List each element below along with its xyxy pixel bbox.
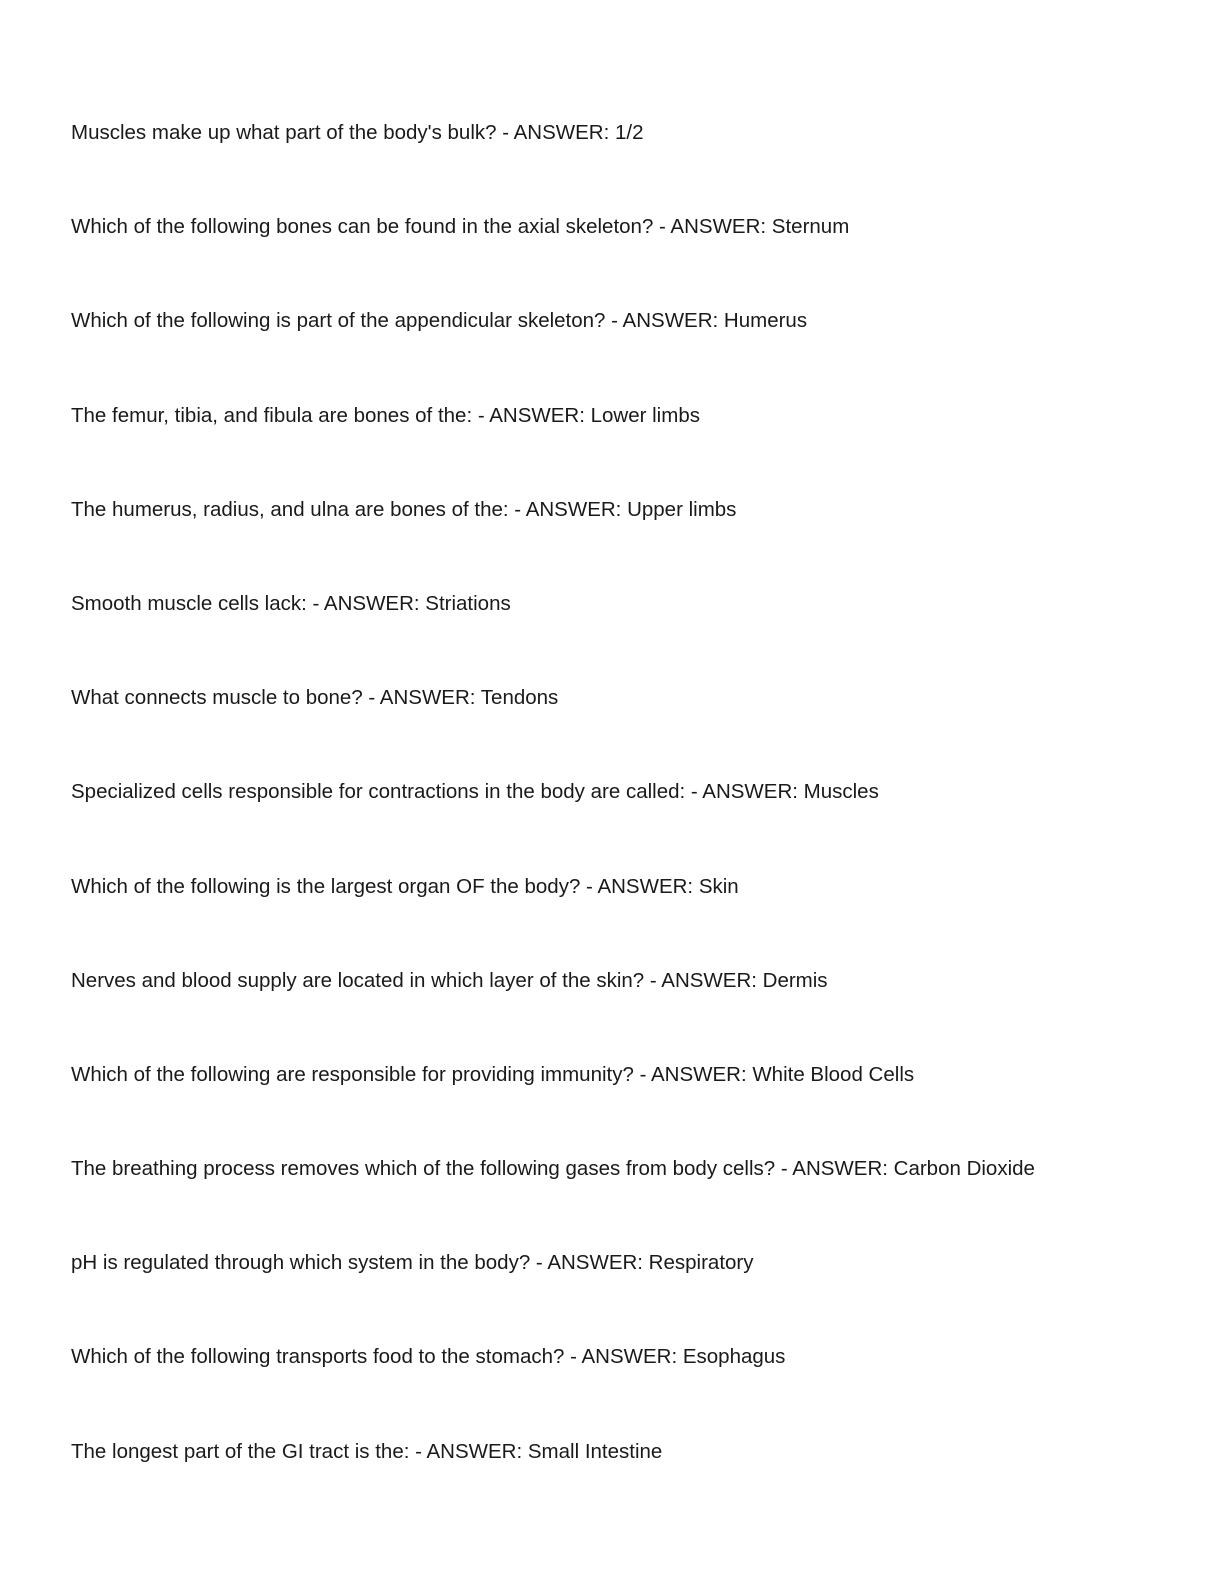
qa-item-1: Muscles make up what part of the body's bulk? - ANSWER: 1/2 [71, 121, 644, 144]
qa-item-8: Specialized cells responsible for contractions in the body are called: - ANSWER: Muscles [71, 780, 879, 804]
qa-item-10: Nerves and blood supply are located in which layer of the skin? - ANSWER: Dermis [71, 968, 828, 992]
qa-item-6: Smooth muscle cells lack: - ANSWER: Striations [71, 591, 511, 615]
qa-item-3: Which of the following is part of the appendicular skeleton? - ANSWER: Humerus [71, 309, 808, 333]
qa-item-14: Which of the following transports food to the stomach? - ANSWER: Esophagus [71, 1345, 786, 1369]
qa-item-12: The breathing process removes which of the following gases from body cells? - ANSWER: Carbon Dioxide [71, 1157, 1035, 1181]
qa-item-11: Which of the following are responsible for providing immunity? - ANSWER: White Blood Cells [71, 1062, 915, 1086]
qa-item-9: Which of the following is the largest organ OF the body? - ANSWER: Skin [71, 874, 739, 898]
qa-item-4: The femur, tibia, and fibula are bones of the: - ANSWER: Lower limbs [71, 403, 700, 427]
qa-item-2: Which of the following bones can be found in the axial skeleton? - ANSWER: Sternum [71, 215, 850, 239]
qa-item-7: What connects muscle to bone? - ANSWER: Tendons [71, 686, 559, 710]
question-answer-list [71, 118, 1181, 1531]
qa-item-13: pH is regulated through which system in the body? - ANSWER: Respiratory [71, 1251, 754, 1275]
qa-item-5: The humerus, radius, and ulna are bones of the: - ANSWER: Upper limbs [71, 497, 737, 521]
qa-item-15: The longest part of the GI tract is the: - ANSWER: Small Intestine [71, 1439, 663, 1463]
